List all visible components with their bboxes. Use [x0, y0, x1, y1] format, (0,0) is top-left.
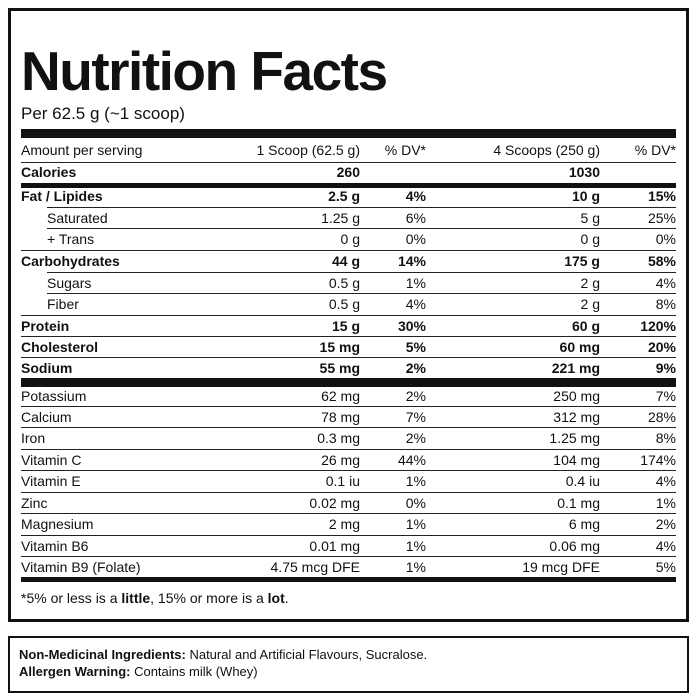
dv-1-scoop: 2%: [405, 388, 426, 404]
divider-thick: [21, 129, 676, 138]
nutrient-name: Vitamin B6: [21, 538, 89, 554]
nutrient-name: Carbohydrates: [21, 253, 120, 269]
amount-1-scoop: 260: [336, 164, 360, 180]
ingredients-text: Natural and Artificial Flavours, Sucralose.: [185, 647, 428, 662]
dv-4-scoops: 9%: [655, 360, 676, 376]
nutrient-name: Potassium: [21, 388, 87, 404]
dv-1-scoop: 7%: [405, 409, 426, 425]
amount-1-scoop: 0.5 g: [328, 296, 360, 312]
amount-1-scoop: 15 g: [331, 318, 360, 334]
dv-4-scoops: 8%: [655, 430, 676, 446]
amount-1-scoop: 0.1 iu: [325, 473, 360, 489]
amount-4-scoops: 6 mg: [568, 516, 600, 532]
dv-1-scoop: 1%: [405, 559, 426, 575]
amount-4-scoops: 2 g: [580, 275, 600, 291]
amount-1-scoop: 62 mg: [321, 388, 360, 404]
table-row-fiber: [21, 294, 676, 314]
amount-4-scoops: 19 mcg DFE: [522, 559, 600, 575]
nutrient-name: Saturated: [47, 210, 108, 226]
amount-4-scoops: 221 mg: [551, 360, 600, 376]
nutrient-name: Protein: [21, 318, 70, 334]
dv-4-scoops: 15%: [647, 188, 676, 204]
amount-1-scoop: 1.25 g: [321, 210, 360, 226]
amount-4-scoops: 2 g: [580, 296, 600, 312]
dv-4-scoops: 7%: [655, 388, 676, 404]
amount-4-scoops: 104 mg: [553, 452, 600, 468]
dv-1-scoop: 44%: [397, 452, 426, 468]
dv-4-scoops: 28%: [647, 409, 676, 425]
dv-4-scoops: 20%: [647, 339, 676, 355]
amount-4-scoops: 175 g: [564, 253, 600, 269]
table-row-protein: [21, 316, 676, 336]
amount-1-scoop: 0.5 g: [328, 275, 360, 291]
nutrient-name: Vitamin E: [21, 473, 81, 489]
dv-1-scoop: 1%: [405, 275, 426, 291]
amount-1-scoop: 26 mg: [321, 452, 360, 468]
dv-4-scoops: 2%: [655, 516, 676, 532]
table-row-iron: [21, 428, 676, 448]
nutrient-name: Calories: [21, 164, 77, 180]
dv-1-scoop: 1%: [405, 473, 426, 489]
header-col1: 1 Scoop (62.5 g): [256, 142, 360, 158]
dv-4-scoops: 8%: [655, 296, 676, 312]
dv-4-scoops: 4%: [655, 538, 676, 554]
table-row-vitamin-b6: [21, 536, 676, 556]
amount-4-scoops: 1.25 mg: [549, 430, 600, 446]
amount-1-scoop: 0.3 mg: [317, 430, 360, 446]
serving-size: Per 62.5 g (~1 scoop): [21, 104, 185, 123]
dv-1-scoop: 2%: [405, 430, 426, 446]
amount-1-scoop: 0.02 mg: [309, 495, 360, 511]
dv-4-scoops: 4%: [655, 473, 676, 489]
nutrient-name: + Trans: [47, 231, 95, 247]
table-header: [21, 140, 676, 160]
dv-1-scoop: 6%: [405, 210, 426, 226]
table-row-trans: [21, 229, 676, 249]
nutrient-name: Iron: [21, 430, 46, 446]
nutrition-facts-panel: [8, 8, 689, 622]
table-row-calories: [21, 162, 676, 182]
header-col2: 4 Scoops (250 g): [493, 142, 600, 158]
amount-4-scoops: 312 mg: [553, 409, 600, 425]
dv-1-scoop: 1%: [405, 538, 426, 554]
amount-1-scoop: 78 mg: [321, 409, 360, 425]
allergen-line: [19, 663, 258, 680]
dv-4-scoops: 120%: [640, 318, 676, 334]
dv-1-scoop: 30%: [397, 318, 426, 334]
dv-4-scoops: 5%: [655, 559, 676, 575]
amount-1-scoop: 44 g: [331, 253, 360, 269]
amount-4-scoops: 5 g: [580, 210, 600, 226]
amount-4-scoops: 0.1 mg: [557, 495, 600, 511]
amount-4-scoops: 60 mg: [559, 339, 600, 355]
dv-4-scoops: 1%: [655, 495, 676, 511]
nutrient-name: Vitamin B9 (Folate): [21, 559, 141, 575]
divider-thick: [21, 577, 676, 582]
dv-footnote: *5% or less is a little, 15% or more is a lot.: [21, 590, 289, 606]
header-dv2: % DV*: [634, 142, 676, 158]
dv-4-scoops: 25%: [647, 210, 676, 226]
amount-4-scoops: 10 g: [571, 188, 600, 204]
table-row-vitamin-e: [21, 471, 676, 491]
table-row-calcium: [21, 407, 676, 427]
amount-1-scoop: 2 mg: [328, 516, 360, 532]
dv-1-scoop: 2%: [405, 360, 426, 376]
amount-4-scoops: 1030: [568, 164, 600, 180]
amount-1-scoop: 4.75 mcg DFE: [270, 559, 360, 575]
table-row-carbohydrates: [21, 251, 676, 271]
table-row-sugars: [21, 273, 676, 293]
nutrient-name: Fat / Lipides: [21, 188, 103, 204]
header-amount: Amount per serving: [21, 142, 143, 158]
amount-4-scoops: 60 g: [571, 318, 600, 334]
dv-1-scoop: 4%: [405, 296, 426, 312]
amount-1-scoop: 15 mg: [319, 339, 360, 355]
nutrient-name: Cholesterol: [21, 339, 99, 355]
nutrient-name: Zinc: [21, 495, 48, 511]
table-row-sodium: [21, 358, 676, 378]
nutrient-name: Magnesium: [21, 516, 94, 532]
ingredients-line: [19, 646, 427, 663]
amount-1-scoop: 2.5 g: [328, 188, 360, 204]
header-dv1: % DV*: [384, 142, 426, 158]
table-row-cholesterol: [21, 337, 676, 357]
dv-4-scoops: 58%: [647, 253, 676, 269]
ingredients-label: Non-Medicinal Ingredients:: [19, 647, 186, 662]
dv-1-scoop: 5%: [405, 339, 426, 355]
table-row-vitamin-c: [21, 450, 676, 470]
amount-4-scoops: 250 mg: [553, 388, 600, 404]
table-row-magnesium: [21, 514, 676, 534]
nutrient-name: Sugars: [47, 275, 92, 291]
nutrient-name: Vitamin C: [21, 452, 82, 468]
dv-4-scoops: 4%: [655, 275, 676, 291]
dv-4-scoops: 174%: [640, 452, 676, 468]
allergen-label: Allergen Warning:: [19, 664, 131, 679]
amount-4-scoops: 0 g: [580, 231, 600, 247]
dv-1-scoop: 14%: [397, 253, 426, 269]
amount-4-scoops: 0.06 mg: [549, 538, 600, 554]
nutrient-name: Calcium: [21, 409, 72, 425]
amount-1-scoop: 55 mg: [319, 360, 360, 376]
nutrient-name: Sodium: [21, 360, 73, 376]
dv-1-scoop: 4%: [405, 188, 426, 204]
table-row-vitamin-b9: [21, 557, 676, 577]
dv-1-scoop: 0%: [405, 231, 426, 247]
dv-1-scoop: 1%: [405, 516, 426, 532]
amount-1-scoop: 0 g: [340, 231, 360, 247]
table-row-potassium: [21, 386, 676, 406]
ingredients-panel: [8, 636, 689, 693]
allergen-text: Contains milk (Whey): [130, 664, 258, 679]
table-row-fat: [21, 186, 676, 206]
dv-4-scoops: 0%: [655, 231, 676, 247]
amount-4-scoops: 0.4 iu: [565, 473, 600, 489]
nutrient-name: Fiber: [47, 296, 79, 312]
amount-1-scoop: 0.01 mg: [309, 538, 360, 554]
dv-1-scoop: 0%: [405, 495, 426, 511]
nutrition-title: Nutrition Facts: [21, 40, 387, 102]
table-row-saturated: [21, 208, 676, 228]
table-row-zinc: [21, 493, 676, 513]
